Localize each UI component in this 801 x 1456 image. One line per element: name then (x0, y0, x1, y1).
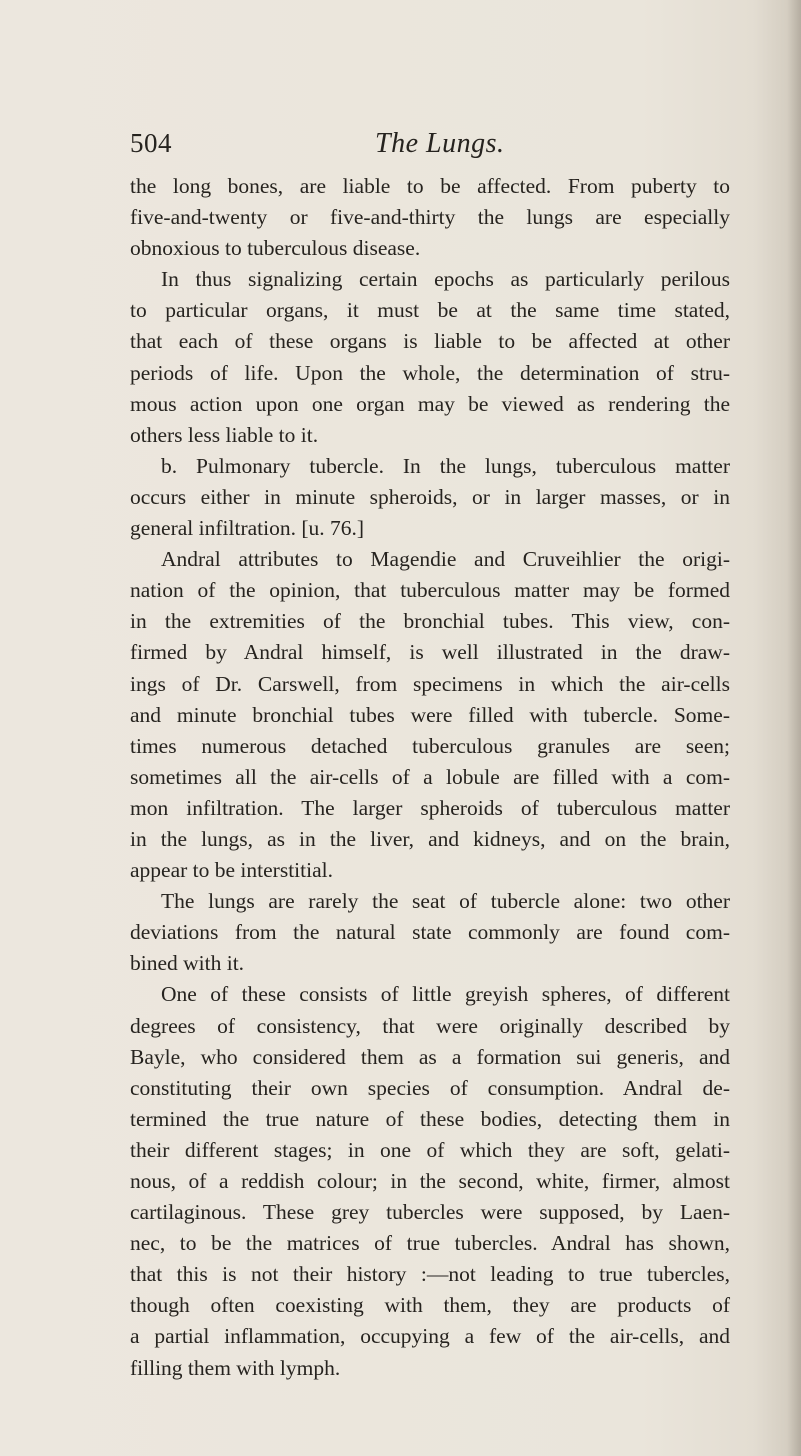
page-header (130, 128, 730, 168)
text-line: degrees of consistency, that were originally described by (130, 1013, 730, 1038)
page-number: 504 (130, 128, 172, 158)
text-line: Andral attributes to Magendie and Cruveihlier the origi- (161, 547, 730, 572)
text-line: constituting their own species of consumption. Andral de- (130, 1075, 730, 1100)
text-line: five-and-twenty or five-and-thirty the lungs are especially (130, 205, 730, 230)
body-text (130, 171, 730, 1384)
text-line: deviations from the natural state commonly are found com- (130, 920, 730, 945)
text-line: and minute bronchial tubes were filled with tubercle. Some- (130, 702, 730, 727)
text-line: filling them with lymph. (130, 1355, 341, 1380)
text-line: to particular organs, it must be at the same time stated, (130, 298, 730, 323)
text-line: bined with it. (130, 951, 245, 976)
text-line: nec, to be the matrices of true tubercles. Andral has shown, (130, 1231, 730, 1256)
text-line: mous action upon one organ may be viewed as rendering the (130, 391, 730, 416)
text-line: that this is not their history :—not leading to true tubercles, (130, 1262, 730, 1287)
text-line: others less liable to it. (130, 422, 319, 447)
text-line: cartilaginous. These grey tubercles were supposed, by Laen- (130, 1200, 730, 1225)
text-line: The lungs are rarely the seat of tubercle alone: two other (161, 889, 730, 914)
text-line: general infiltration. [u. 76.] (130, 516, 365, 541)
text-line: appear to be interstitial. (130, 858, 333, 883)
text-line: though often coexisting with them, they are products of (130, 1293, 730, 1318)
text-line: times numerous detached tuberculous granules are seen; (130, 733, 730, 758)
text-line: obnoxious to tuberculous disease. (130, 236, 421, 261)
text-line: their different stages; in one of which they are soft, gelati- (130, 1137, 730, 1162)
text-line: the long bones, are liable to be affected. From puberty to (130, 174, 730, 198)
text-line: nous, of a reddish colour; in the second, white, firmer, almost (130, 1169, 730, 1193)
text-line: periods of life. Upon the whole, the determination of stru- (130, 360, 730, 385)
running-title: The Lungs. (375, 128, 505, 159)
text-line: mon infiltration. The larger spheroids of tuberculous matter (130, 795, 730, 820)
text-line: b. Pulmonary tubercle. In the lungs, tuberculous matter (161, 453, 730, 478)
text-line: Bayle, who considered them as a formation sui generis, and (130, 1044, 730, 1069)
text-line: that each of these organs is liable to be affected at other (130, 329, 730, 354)
page-edge-shadow (787, 0, 801, 1456)
text-line: firmed by Andral himself, is well illustrated in the draw- (130, 640, 730, 665)
text-line: nation of the opinion, that tuberculous matter may be formed (130, 578, 730, 603)
text-line: ings of Dr. Carswell, from specimens in which the air-cells (130, 671, 730, 696)
text-line: In thus signalizing certain epochs as particularly perilous (161, 267, 730, 292)
text-line: in the extremities of the bronchial tubes. This view, con- (130, 609, 730, 634)
text-line: sometimes all the air-cells of a lobule are filled with a com- (130, 764, 730, 789)
text-line: One of these consists of little greyish spheres, of different (161, 982, 730, 1007)
text-line: termined the true nature of these bodies, detecting them in (130, 1106, 730, 1131)
text-line: a partial inflammation, occupying a few of the air-cells, and (130, 1324, 730, 1349)
text-line: occurs either in minute spheroids, or in larger masses, or in (130, 484, 730, 509)
text-line: in the lungs, as in the liver, and kidneys, and on the brain, (130, 826, 730, 851)
